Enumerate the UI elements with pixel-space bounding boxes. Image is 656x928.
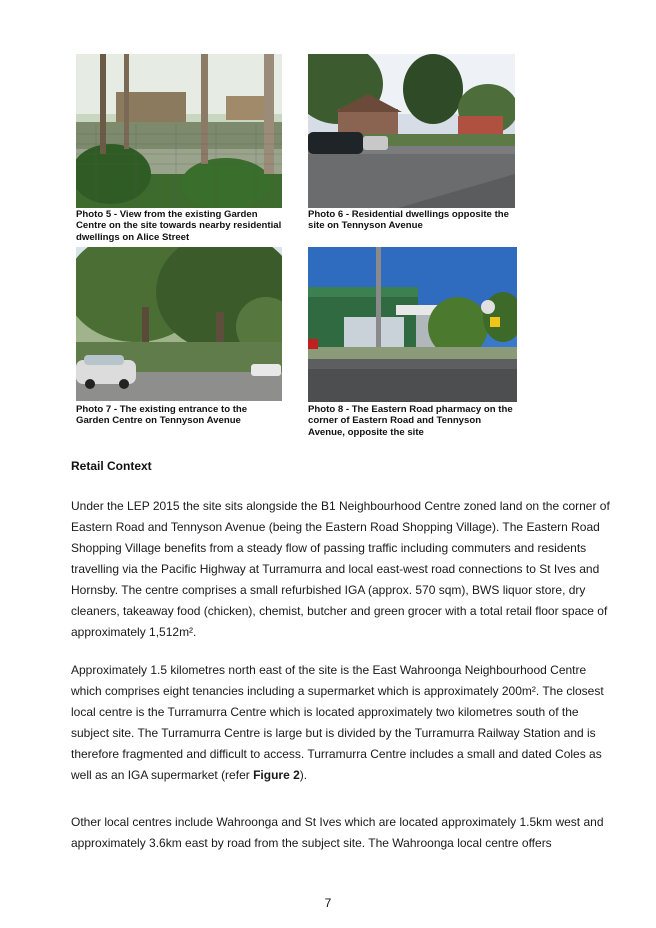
photo-8-caption: Photo 8 - The Eastern Road pharmacy on the corner of Eastern Road and Tennyson Avenue, opposite the site — [308, 404, 513, 438]
page-number: 7 — [324, 896, 332, 910]
paragraph-2-end: ). — [299, 768, 308, 782]
section-heading: Retail Context — [71, 459, 152, 473]
photo-6-caption: Photo 6 - Residential dwellings opposite the site on Tennyson Avenue — [308, 209, 509, 232]
paragraph-1: Under the LEP 2015 the site sits alongside the B1 Neighbourhood Centre zoned land on the corner of Eastern Road and Tennyson Avenue (being the Eastern Road Shopping Village). The Eastern Road Shopping Village benefits from a steady flow of passing traffic including commuters and residents travelling via the Pacific Highway at Turramurra and local east-west road connections to St Ives and Hornsby. The centre comprises a small refurbished IGA (approx. 570 sqm), BWS liquor store, dry cleaners, takeaway food (chicken), chemist, butcher and green grocer with a total retail floor space of approximately 1,512m². — [71, 499, 610, 639]
paragraph-2 — [71, 660, 611, 786]
paragraph-3: Other local centres include Wahroonga and St Ives which are located approximately 1.5km west and approximately 3.6km east by road from the subject site. The Wahroonga local centre offers — [71, 815, 604, 850]
photo-7-image — [76, 247, 282, 401]
paragraph-2-text: Approximately 1.5 kilometres north east of the site is the East Wahroonga Neighbourhood Centre which comprises eight tenancies including a supermarket which is approximately 200m². The closest local centre is the Turramurra Centre which is located approximately two kilometres south of the subject site. The Turramurra Centre is large but is divided by the Turramurra Railway Station and is therefore fragmented and difficult to access. Turramurra Centre includes a small and dated Coles as well as an IGA supermarket (refer — [71, 663, 604, 782]
photo-7-caption: Photo 7 - The existing entrance to the Garden Centre on Tennyson Avenue — [76, 404, 248, 427]
photo-8-image — [308, 247, 517, 402]
figure-reference: Figure 2 — [253, 768, 300, 782]
photo-5-image — [76, 54, 282, 208]
photo-6-image — [308, 54, 515, 208]
photo-5-caption: Photo 5 - View from the existing Garden Centre on the site towards nearby residential dwellings on Alice Street — [76, 209, 282, 243]
